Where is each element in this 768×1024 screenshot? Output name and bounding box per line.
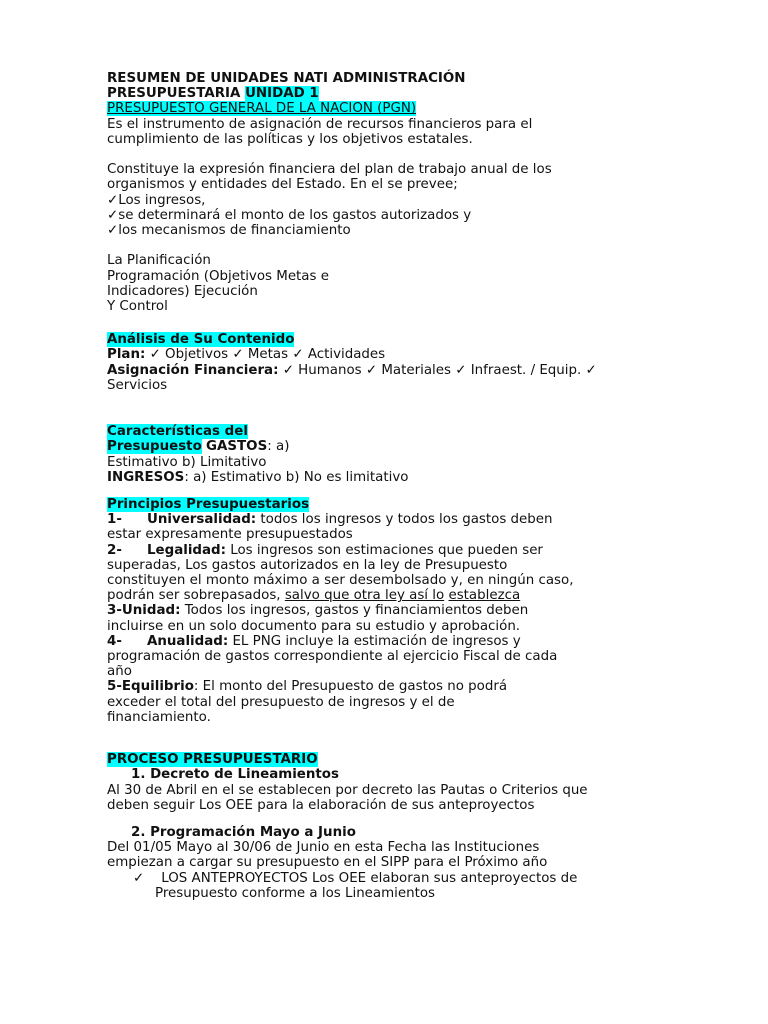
document-page: [107, 71, 747, 901]
proceso-step-2: 2. Programación Mayo a Junio: [131, 825, 356, 841]
analisis-plan: [107, 347, 747, 362]
caracteristicas-heading-2: Presupuesto: [107, 439, 202, 455]
phase-control: Y Control: [107, 299, 168, 315]
asignacion-label: Asignación Financiera:: [107, 362, 279, 378]
principios-heading: Principios Presupuestarios: [107, 497, 310, 513]
proceso-step-2-text: Del 01/05 Mayo al 30/06 de Junio en esta Fecha las Instituciones: [107, 840, 540, 856]
principio-1-text-cont: estar expresamente presupuestados: [107, 527, 353, 543]
doc-title-text: PRESUPUESTARIA: [107, 86, 241, 102]
principios-heading-row: [107, 497, 747, 512]
principio-2-text-4: [107, 588, 747, 603]
principio-1-label: Universalidad:: [147, 512, 257, 528]
principio-4-text-2: programación de gastos correspondiente al ejercicio Fiscal de cada: [107, 649, 558, 665]
principio-2-text-2: superadas, Los gastos autorizados en la ley de Presupuesto: [107, 557, 508, 573]
pgn-definition-1: Es el instrumento de asignación de recursos financieros para el: [107, 116, 533, 132]
phase-ejecucion: Indicadores) Ejecución: [107, 283, 258, 299]
ingresos-text: : a) Estimativo b) No es limitativo: [184, 469, 409, 485]
analisis-asignacion: [107, 363, 747, 378]
principio-2-text-4a: podrán ser sobrepasados,: [107, 588, 285, 604]
gastos-text-cont: Estimativo b) Limitativo: [107, 454, 267, 470]
caracteristicas-heading-row: [107, 424, 747, 439]
plan-label: Plan:: [107, 347, 146, 363]
principio-anualidad: [107, 634, 747, 649]
principio-5-text-3: financiamiento.: [107, 709, 211, 725]
caracteristicas-heading: Características del: [107, 424, 248, 440]
principio-universalidad: [107, 512, 747, 527]
principio-4-text: EL PNG incluye la estimación de ingresos y: [228, 633, 521, 649]
proceso-heading-row: [107, 752, 747, 767]
principio-equilibrio: [107, 679, 747, 694]
gastos-text: : a): [267, 439, 290, 455]
principio-legalidad: [107, 543, 747, 558]
pgn-definition-2: cumplimiento de las políticas y los objetivos estatales.: [107, 131, 473, 147]
proceso-step-2-text-2: empiezan a cargar su presupuesto en el SIPP para el Próximo año: [107, 855, 548, 871]
proceso-step-2-item-text: LOS ANTEPROYECTOS Los OEE elaboran sus anteproyectos de: [157, 870, 578, 886]
asignacion-text: ✓ Humanos ✓ Materiales ✓ Infraest. / Equip. ✓: [278, 362, 597, 378]
pgn-item-ingresos: ✓Los ingresos,: [107, 192, 206, 208]
doc-title-line2: [107, 86, 747, 101]
principio-3-text-cont: incluirse en un solo documento para su estudio y aprobación.: [107, 618, 521, 634]
proceso-step-1-text-2: deben seguir Los OEE para la elaboración de sus anteproyectos: [107, 797, 535, 813]
pgn-item-gastos: ✓se determinará el monto de los gastos autorizados y: [107, 207, 472, 223]
principio-5-label: 5-Equilibrio: [107, 679, 194, 695]
principio-2-label: Legalidad:: [147, 542, 226, 558]
check-icon: ✓: [133, 870, 145, 886]
pgn-heading-row: [107, 101, 747, 116]
principio-2-underline-1: salvo que otra ley así lo: [284, 588, 445, 604]
principio-unidad: [107, 603, 747, 618]
doc-title-line1: RESUMEN DE UNIDADES NATI ADMINISTRACIÓN: [107, 71, 466, 86]
proceso-step-2-item: [107, 871, 747, 886]
pgn-paragraph-2: organismos y entidades del Estado. En el se prevee;: [107, 177, 458, 193]
principio-3-text: Todos los ingresos, gastos y financiamientos deben: [180, 603, 529, 619]
ingresos-label: INGRESOS: [107, 469, 185, 485]
principio-2-number: 2-: [107, 542, 122, 558]
principio-4-label: Anualidad:: [147, 633, 229, 649]
proceso-step-1: 1. Decreto de Lineamientos: [131, 767, 339, 783]
pgn-heading: PRESUPUESTO GENERAL DE LA NACION (PGN): [107, 101, 417, 117]
unit-label: UNIDAD 1: [245, 86, 319, 102]
asignacion-text-cont: Servicios: [107, 377, 168, 393]
principio-4-text-3: año: [107, 664, 132, 680]
proceso-step-1-text: Al 30 de Abril en el se establecen por decreto las Pautas o Criterios que: [107, 782, 588, 798]
principio-1-text: todos los ingresos y todos los gastos deben: [256, 512, 553, 528]
principio-1-number: 1-: [107, 512, 122, 528]
analisis-heading-row: [107, 332, 747, 347]
principio-3-label: 3-Unidad:: [107, 603, 181, 619]
principio-2-text: Los ingresos son estimaciones que pueden ser: [225, 542, 543, 558]
gastos-label: GASTOS: [206, 439, 268, 455]
principio-5-text-2: exceder el total del presupuesto de ingresos y el de: [107, 694, 455, 710]
proceso-step-2-item-text-2: Presupuesto conforme a los Lineamientos: [155, 885, 436, 901]
phase-programacion: Programación (Objetivos Metas e: [107, 268, 329, 284]
principio-5-text: : El monto del Presupuesto de gastos no podrá: [193, 679, 508, 695]
analisis-heading: Análisis de Su Contenido: [107, 332, 295, 348]
caracteristicas-gastos: [107, 439, 747, 454]
caracteristicas-ingresos: [107, 470, 747, 485]
pgn-paragraph-1: Constituye la expresión financiera del plan de trabajo anual de los: [107, 162, 552, 178]
principio-4-number: 4-: [107, 633, 122, 649]
phase-planificacion: La Planificación: [107, 253, 211, 269]
proceso-heading: PROCESO PRESUPUESTARIO: [107, 752, 318, 768]
plan-text: ✓ Objetivos ✓ Metas ✓ Actividades: [145, 347, 386, 363]
pgn-item-financiamiento: ✓los mecanismos de financiamiento: [107, 223, 351, 239]
principio-2-underline-2: establezca: [448, 588, 521, 604]
principio-2-text-3: constituyen el monto máximo a ser desembolsado y, en ningún caso,: [107, 573, 574, 589]
